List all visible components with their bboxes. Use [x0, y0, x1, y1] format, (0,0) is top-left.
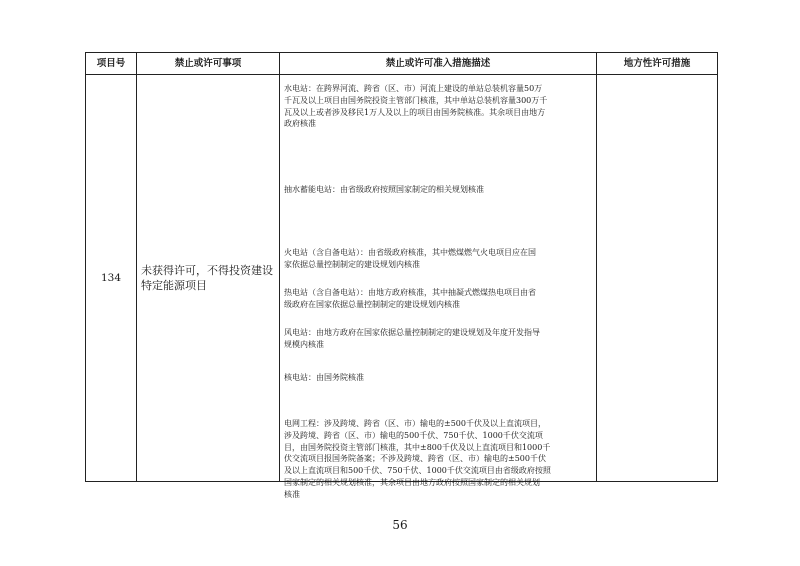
table-header: [86, 53, 717, 75]
desc-hydropower: 水电站：在跨界河流、跨省（区、市）河流上建设的单站总装机容量50万 千瓦及以上项目由国务院投资主管部门核准，其中单站总装机容量300万千 瓦及以上或者涉及移民1万人及以上的项目由国务院核准。其余项目由地方 政府核准: [284, 84, 548, 129]
page-number: 56: [392, 518, 408, 532]
desc-thermal-power: 火电站（含自备电站）：由省级政府核准，其中燃煤燃气火电项目应在国 家依据总量控制制定的建设规划内核准: [284, 248, 536, 269]
header-description: 禁止或许可准入措施描述: [385, 58, 491, 69]
desc-grid-project: 电网工程：涉及跨境、跨省（区、市）输电的±500千伏及以上直流项目， 涉及跨境、跨省（区、市）输电的500千伏、750千伏、1000千伏交流项 目，由国务院投资主管部门核准，其中±800千伏及以上直流项目和1000千 伏交流项目报国务院备案；不涉及跨境、跨省（区、市）输电的±500千伏 及以上直流项目和500千伏、750千伏、1000千伏交流项目由省级政府按照 国家制定的相关规划核准，其余项目由地方政府按照国家制定的相关规划 核准: [284, 419, 551, 499]
desc-cogeneration: 热电站（含自备电站）：由地方政府核准，其中抽凝式燃煤热电项目由省 级政府在国家依据总量控制制定的建设规划内核准: [284, 288, 536, 309]
header-item-name: 禁止或许可事项: [174, 58, 242, 69]
desc-nuclear-power: 核电站：由国务院核准: [284, 373, 364, 382]
row-local-measures: [597, 75, 717, 481]
desc-wind-power: 风电站：由地方政府在国家依据总量控制制定的建设规划及年度开发指导 规模内核准: [284, 328, 540, 349]
desc-pumped-storage: 抽水蓄能电站：由省级政府按照国家制定的相关规划核准: [284, 185, 484, 194]
row-item-name: 未获得许可，不得投资建设特定能源项目: [141, 264, 273, 292]
header-item-number: 项目号: [96, 58, 126, 69]
row-description: [280, 75, 596, 499]
permit-table: [85, 52, 718, 499]
header-local-measures: 地方性许可措施: [623, 58, 691, 69]
row-number: 134: [100, 272, 122, 284]
